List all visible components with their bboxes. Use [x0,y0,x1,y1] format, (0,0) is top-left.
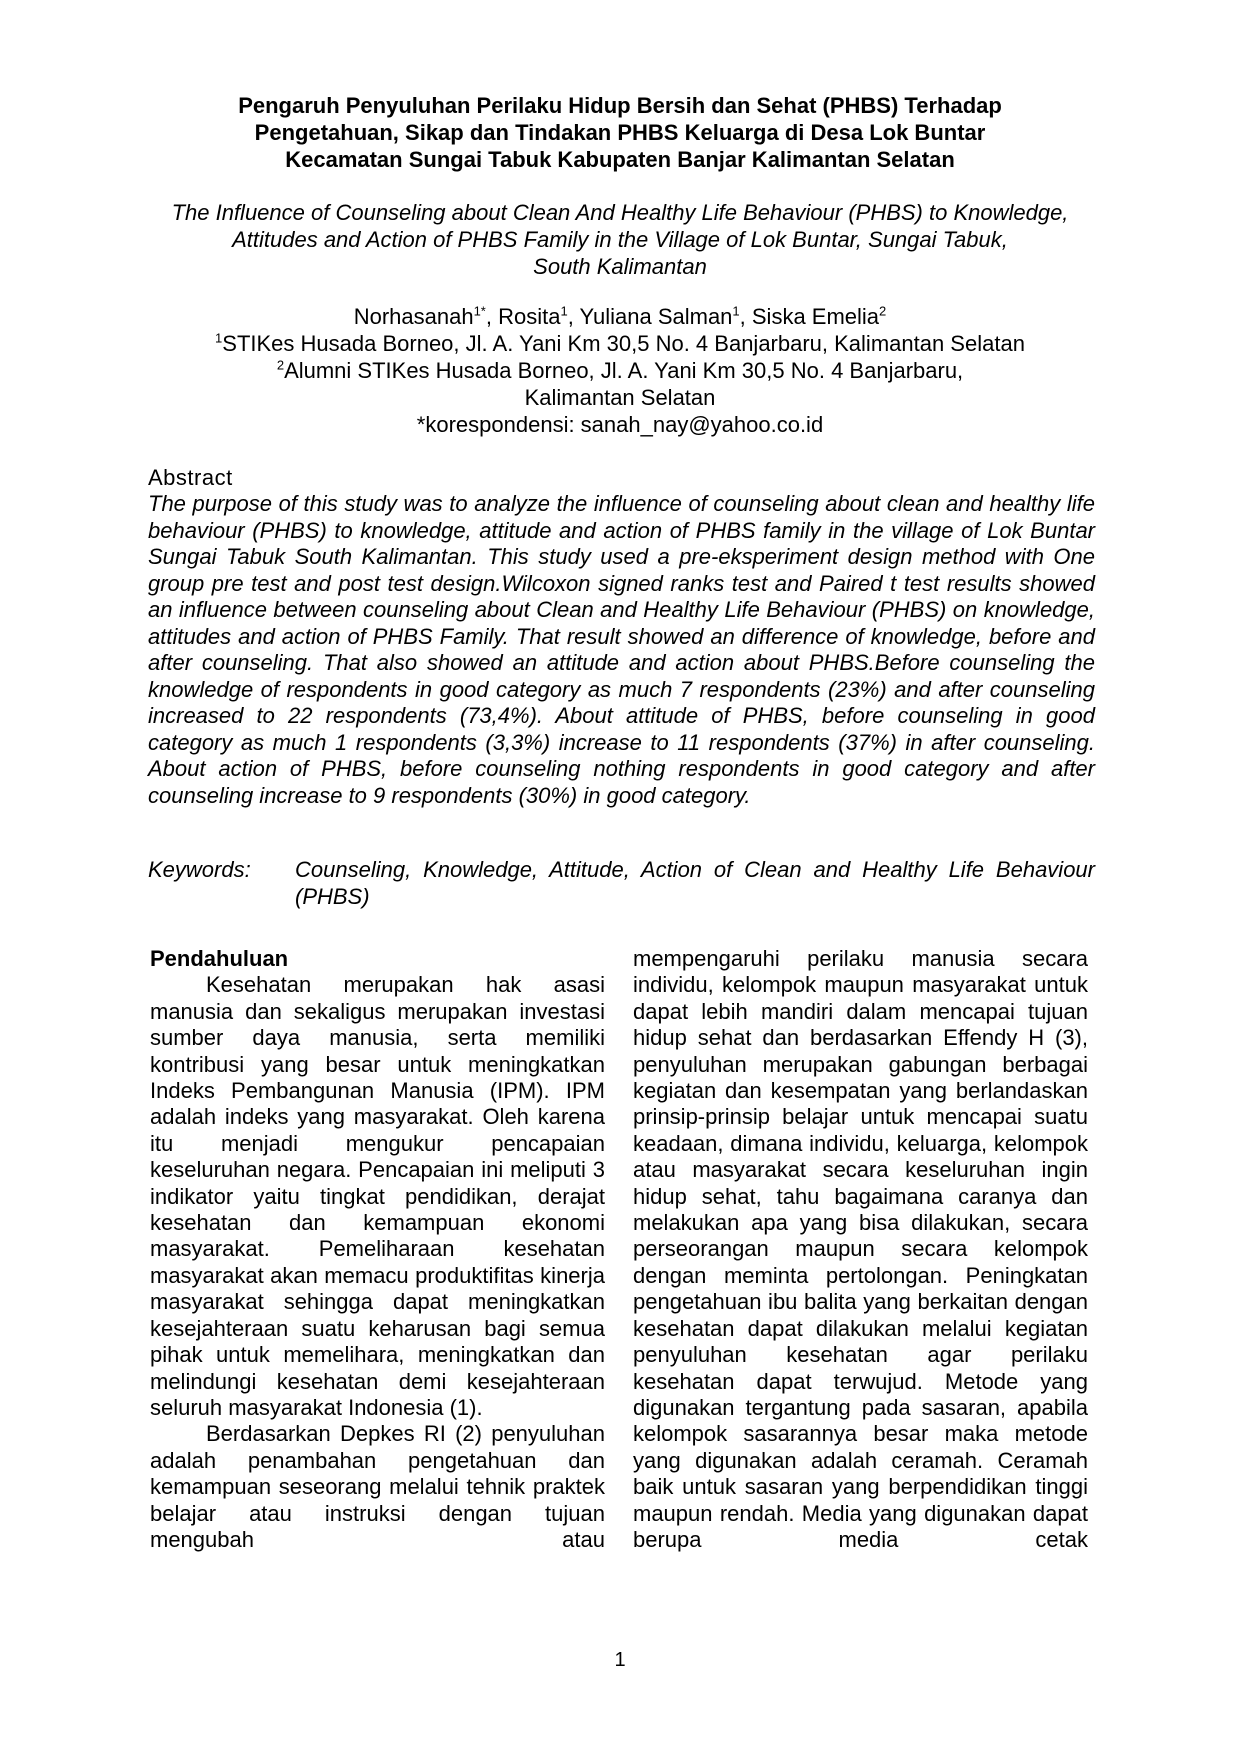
author-affiliation-mark: 1* [473,303,486,319]
affiliation-2-continued: Kalimantan Selatan [524,385,716,410]
body-paragraph: Kesehatan merupakan hak asasi manusia dan sekaligus merupakan investasi sumber daya manusia, serta memiliki kontribusi yang besar untuk meningkatkan Indeks Pembangunan Manusia (IPM). IPM adalah indeks yang masyarakat. Oleh karena itu menjadi mengukur pencapaian keseluruhan negara. Pencapaian ini meliputi 3 indikator yaitu tingkat pendidikan, derajat kesehatan dan kemampuan ekonomi masyarakat. Pemeliharaan kesehatan masyarakat akan memacu produktifitas kinerja masyarakat sehingga dapat meningkatkan kesejahteraan suatu keharusan bagi semua pihak untuk memelihara, meningkatkan dan melindungi kesehatan demi kesejahteraan seluruh masyarakat Indonesia (1). [150,972,605,1420]
affiliation-text: Alumni STIKes Husada Borneo, Jl. A. Yani Km 30,5 No. 4 Banjarbaru, [284,358,964,383]
title-line: Pengetahuan, Sikap dan Tindakan PHBS Keluarga di Desa Lok Buntar [254,120,986,145]
english-title-line: The Influence of Counseling about Clean And Healthy Life Behaviour (PHBS) to Knowledge, [171,200,1069,225]
keywords-text: Counseling, Knowledge, Attitude, Action of Clean and Healthy Life Behaviour (PHBS) [295,857,1095,909]
affiliation-2 [140,357,1100,384]
paper-title [140,92,1100,173]
abstract-text: The purpose of this study was to analyze the influence of counseling about clean and healthy life behaviour (PHBS) to knowledge, attitude and action of PHBS family in the village of Lok Buntar Sungai Tabuk South Kalimantan. This study used a pre-eksperiment design method with One group pre test and post test design.Wilcoxon signed ranks test and Paired t test results showed an influence between counseling about Clean and Healthy Life Behaviour (PHBS) on knowledge, attitudes and action of PHBS Family. That result showed an difference of knowledge, before and after counseling. That also showed an attitude and action about PHBS.Before counseling the knowledge of respondents in good category as much 7 respondents (23%) and after counseling increased to 22 respondents (73,4%). About attitude of PHBS, before counseling in good category as much 1 respondents (3,3%) increase to 11 respondents (37%) in after counseling. About action of PHBS, before counseling nothing respondents in good category and after counseling increase to 9 respondents (30%) in good category. [148,491,1095,808]
author-affiliation-mark: 1 [732,303,740,319]
affiliation-text: STIKes Husada Borneo, Jl. A. Yani Km 30,5 No. 4 Banjarbaru, Kalimantan Selatan [222,331,1025,356]
page-number: 1 [614,1649,626,1671]
body-column-right [633,946,1088,1553]
affiliation-1 [140,330,1100,357]
author-affiliation-mark: 2 [879,303,887,319]
title-line: Pengaruh Penyuluhan Perilaku Hidup Bersih dan Sehat (PHBS) Terhadap [238,93,1002,118]
author-name: , Siska Emelia [739,304,880,329]
body-paragraph: Berdasarkan Depkes RI (2) penyuluhan adalah penambahan pengetahuan dan kemampuan seseorang melalui tehnik praktek belajar atau instruksi dengan tujuan mengubah atau [150,1421,605,1552]
author-block [140,303,1100,438]
english-title-line: Attitudes and Action of PHBS Family in the Village of Lok Buntar, Sungai Tabuk, [232,227,1008,252]
author-name: , Yuliana Salman [567,304,733,329]
correspondence-email: *korespondensi: sanah_nay@yahoo.co.id [416,412,824,437]
section-heading: Pendahuluan [150,946,289,971]
english-title-line: South Kalimantan [533,254,707,279]
body-column-left [150,946,605,1553]
affiliation-mark: 1 [215,330,223,346]
english-title [140,199,1100,280]
author-name: , Rosita [485,304,561,329]
author-list [140,303,1100,330]
keywords-label: Keywords: [148,857,251,882]
author-name: Norhasanah [353,304,474,329]
title-line: Kecamatan Sungai Tabuk Kabupaten Banjar Kalimantan Selatan [285,147,955,172]
affiliation-mark: 2 [276,357,285,373]
author-affiliation-mark: 1 [560,303,568,319]
body-paragraph: mempengaruhi perilaku manusia secara individu, kelompok maupun masyarakat untuk dapat lebih mandiri dalam mencapai tujuan hidup sehat dan berdasarkan Effendy H (3), penyuluhan merupakan gabungan berbagai kegiatan dan kesempatan yang berlandaskan prinsip-prinsip belajar untuk mencapai suatu keadaan, dimana individu, keluarga, kelompok atau masyarakat secara keseluruhan ingin hidup sehat, tahu bagaimana caranya dan melakukan apa yang bisa dilakukan, secara perseorangan maupun secara kelompok dengan meminta pertolongan. Peningkatan pengetahuan ibu balita yang berkaitan dengan kesehatan dapat dilakukan melalui kegiatan penyuluhan kesehatan agar perilaku kesehatan dapat terwujud. Metode yang digunakan tergantung pada sasaran, apabila kelompok sasarannya besar maka metode yang digunakan adalah ceramah. Ceramah baik untuk sasaran yang berpendidikan tinggi maupun rendah. Media yang digunakan dapat berupa media cetak [633,946,1088,1552]
abstract-heading: Abstract [148,465,233,490]
